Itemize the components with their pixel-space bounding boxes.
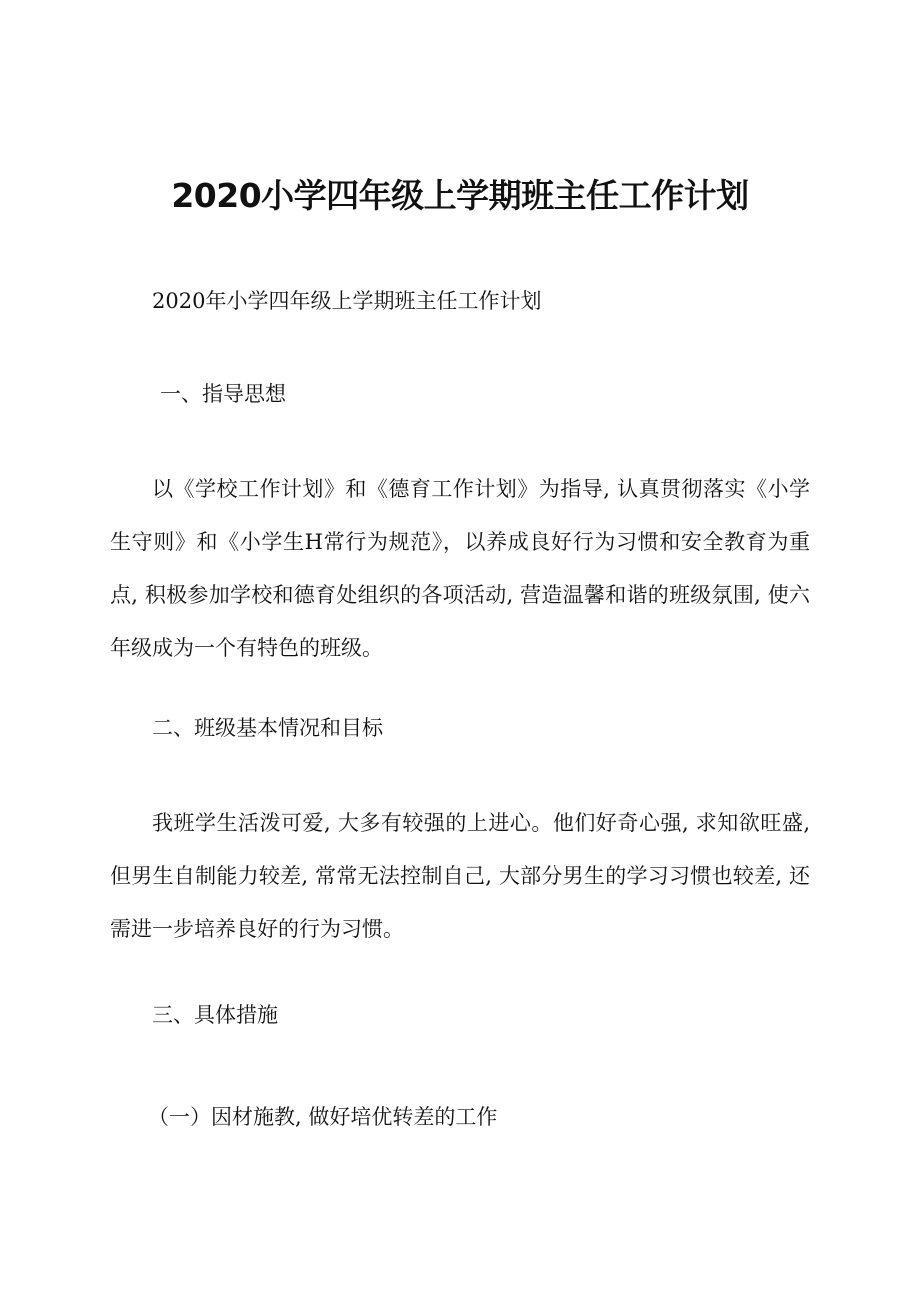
document-title: 2020小学四年级上学期班主任工作计划 <box>171 176 749 215</box>
section-paragraph-guiding-ideology: 以《学校工作计划》和《德育工作计划》为指导, 认真贯彻落实《小学生守则》和《小学生H常行为规范》，以养成良好行为习惯和安全教育为重点, 积极参加学校和德育处组织的各项活动, 营造温馨和谐的班级氛围, 使六年级成为一个有特色的班级。 <box>110 477 810 660</box>
section-heading-class-situation: 二、班级基本情况和目标 <box>152 716 383 740</box>
section-heading-guiding-ideology: 一、指导思想 <box>160 382 286 406</box>
section-heading-measures: 三、具体措施 <box>152 1003 278 1027</box>
section-paragraph-class-situation: 我班学生活泼可爱, 大多有较强的上进心。他们好奇心强, 求知欲旺盛, 但男生自制能力较差, 常常无法控制自己, 大部分男生的学习习惯也较差, 还需进一步培养良好的行为习惯。 <box>110 811 810 941</box>
document-subtitle: 2020年小学四年级上学期班主任工作计划 <box>152 289 542 313</box>
section-subheading-teaching: （一）因材施教, 做好培优转差的工作 <box>148 1105 498 1129</box>
